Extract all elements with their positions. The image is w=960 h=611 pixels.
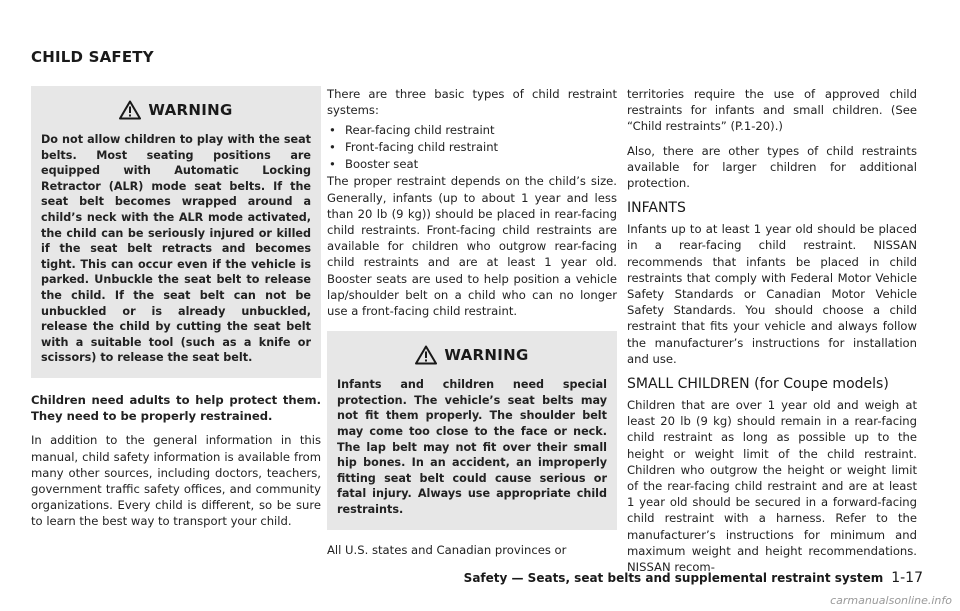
warning-header [41, 100, 311, 120]
section-title: CHILD SAFETY [31, 48, 154, 66]
restraint-types-list [327, 122, 617, 173]
paragraph: Also, there are other types of child restraints available for larger children for additional protection. [627, 143, 917, 191]
paragraph: All U.S. states and Canadian provinces or [327, 542, 567, 557]
warning-title: WARNING [444, 346, 529, 365]
warning-box-2 [327, 331, 617, 529]
column-1 [31, 86, 321, 530]
paragraph: Infants up to at least 1 year old should be placed in a rear-facing child restraint. NISSAN recommends that infants be placed in child restraints that comply with Federal Motor Vehicle Safety Standards or Canadian Motor Vehicle Safety Standards. You should choose a child restraint that fits your vehicle and always follow the manufacturer’s instructions for installation and use. [627, 222, 917, 366]
warning-triangle-icon [119, 100, 141, 120]
list-item: • Rear-facing child restraint [329, 123, 495, 138]
warning-title: WARNING [148, 101, 233, 119]
paragraph: territories require the use of approved child restraints for infants and small children. (See “Child restraints” (P.1-20).) [627, 87, 917, 134]
warning-header [337, 345, 607, 365]
footer-chapter: Safety — Seats, seat belts and supplemental restraint system [463, 571, 884, 585]
page-number: 1-17 [891, 570, 923, 586]
bold-paragraph: Children need adults to help protect them. They need to be properly restrained. [31, 392, 321, 424]
warning-text: Do not allow children to play with the seat belts. Most seating positions are equipped with Automatic Locking Retractor (ALR) mode seat belts. If the seat belt becomes wrapped around a child’s neck with the ALR mode activated, the child can be seriously injured or killed if the seat belt retracts and becomes tight. This can occur even if the vehicle is parked. Unbuckle the seat belt to release the child. If the seat belt can not be unbuckled or is already unbuckled, release the child by cutting the seat belt with a suitable tool (such as a knife or scissors) to release the seat belt. [41, 133, 311, 365]
paragraph: In addition to the general information in this manual, child safety information is available from many other sources, including doctors, teachers, government traffic safety offices, and community organizations. Every child is different, so be sure to learn the best way to transport your child. [31, 433, 321, 529]
warning-text: Infants and children need special protection. The vehicle’s seat belts may not fit them properly. The shoulder belt may come too close to the face or neck. The lap belt may not fit over their small hip bones. In an accident, an improperly fitting seat belt could cause serious or fatal injury. Always use appropriate child restraints. [337, 378, 607, 516]
paragraph: The proper restraint depends on the child’s size. Generally, infants (up to about 1 year and less than 20 lb (9 kg)) should be placed in rear-facing child restraints. Front-facing child restraints are available for children who outgrow rear-facing child restraints and are at least 1 year old. Booster seats are used to help position a vehicle lap/shoulder belt on a child who can no longer use a front-facing child restraint. [327, 174, 617, 319]
watermark: carmanualsonline.info [830, 594, 952, 607]
intro-paragraph: There are three basic types of child restraint systems: [327, 87, 617, 118]
heading-small-children: SMALL CHILDREN (for Coupe models) [627, 376, 889, 393]
list-item: • Booster seat [329, 157, 419, 172]
column-2 [327, 86, 617, 558]
heading-infants: INFANTS [627, 200, 686, 217]
warning-box-1 [31, 86, 321, 378]
warning-triangle-icon [415, 345, 437, 365]
page-footer [464, 570, 923, 586]
paragraph: Children that are over 1 year old and weigh at least 20 lb (9 kg) should remain in a rear-facing child restraint as long as possible up to the height or weight limit of the child restraint. Children who outgrow the height or weight limit of the rear-facing child restraint and are at least 1 year old should be secured in a forward-facing child restraint with a harness. Refer to the manufacturer’s instructions for minimum and maximum weight and height recommendations. NISSAN recom- [627, 398, 917, 575]
column-3 [627, 86, 917, 575]
list-item: • Front-facing child restraint [329, 140, 499, 155]
